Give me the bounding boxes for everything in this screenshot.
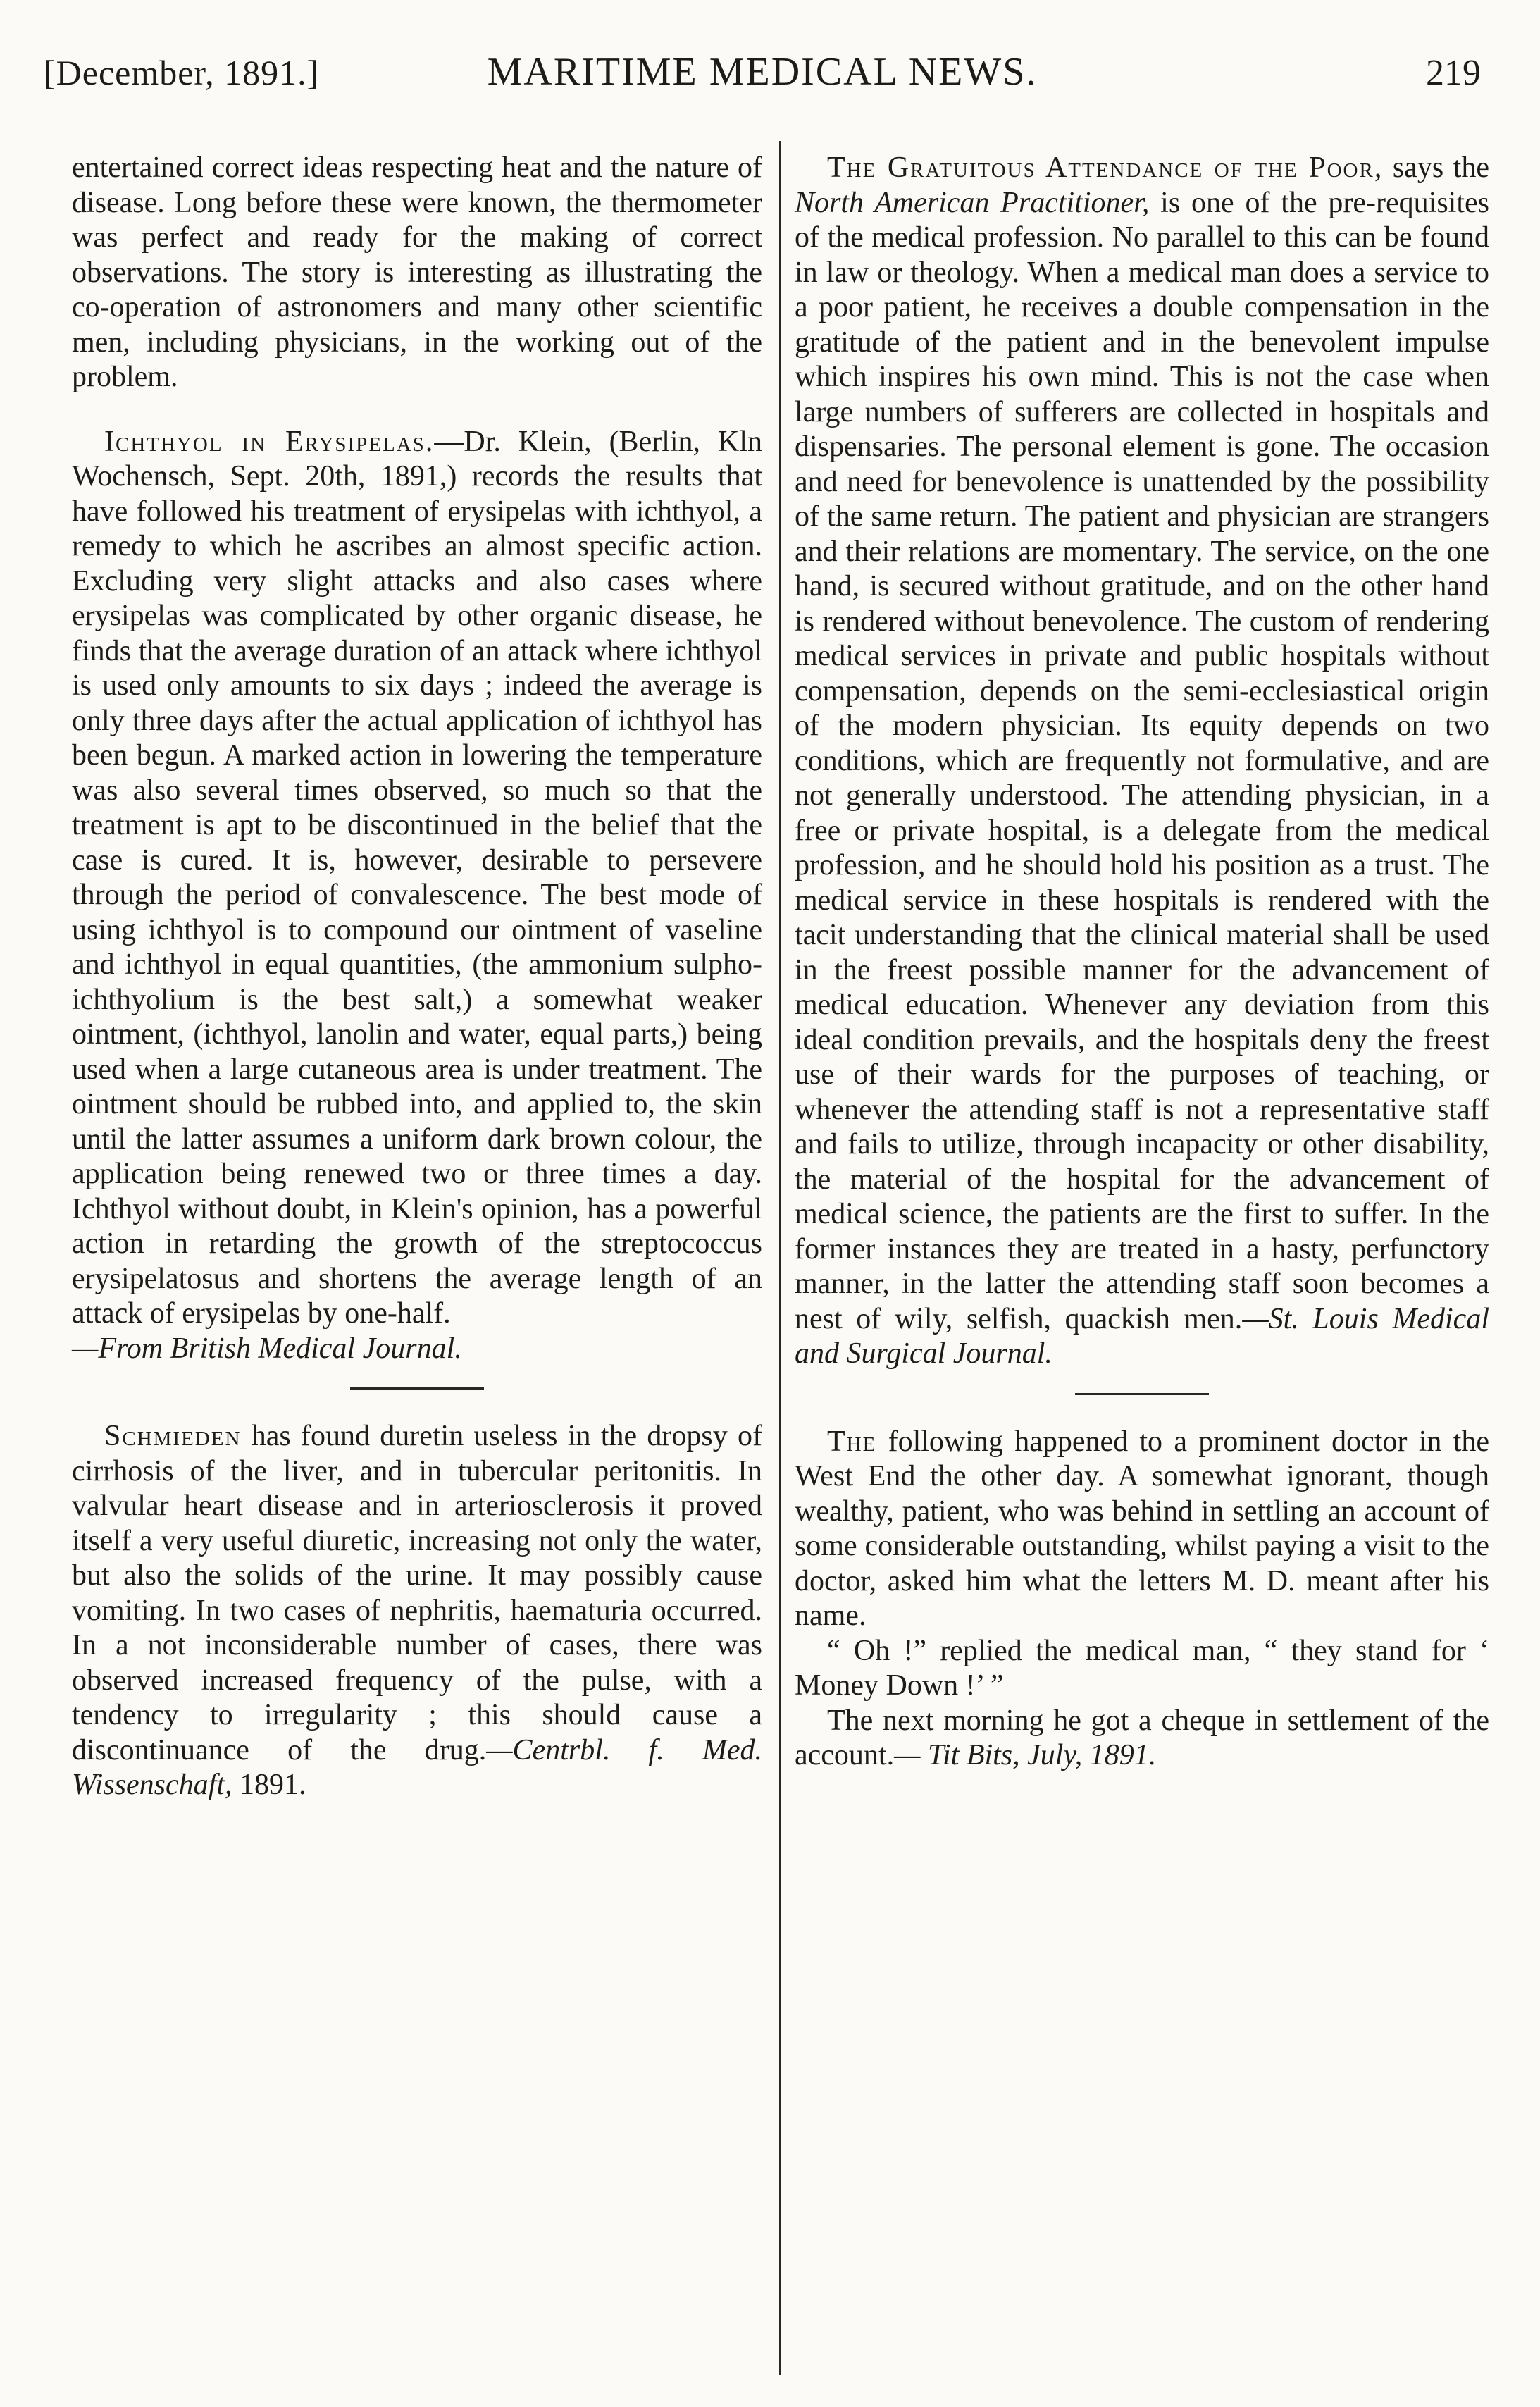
gratuitous-body: is one of the pre-requisites of the medical profession. No parallel to this can be found in law or theology. When a medical man does a service to a poor patient, he receives a double compensation in the gratitude of the patient and in the benevolent impulse which inspires his own mind. This is not the case when large numbers of sufferers are collected in hospitals and dispensaries. The personal element is gone. The occasion and need for benevolence is unattended by the possibility of the same return. The patient and physician are strangers and their relations are momentary. The service, on the one hand, is secured without gratitude, and on the other hand is rendered without benevolence. The custom of rendering medical services in private and public hospitals without compensation, depends on the semi-ecclesiastical origin of the modern physician. Its equity depends on two conditions, which are frequently not formulative, and are not generally understood. The attending physician, in a free or private hospital, is a delegate from the medical profession, and he should hold his position as a trust. The medical service in these hospitals is rendered with the tacit understanding that the clinical material shall be used in the freest possible manner for the advancement of medical education. Whenever any deviation from this ideal condition prevails, and the hospitals deny the freest use of their wards for the purposes of teaching, or whenever the attending staff is not a representative staff and fails to utilize, through incapacity or other disability, the material of the hospital for the advancement of medical science, the patients are the first to suffer. In the former instances they are treated in a hasty, perfunctory manner, in the latter the attending staff soon becomes a nest of wily, selfish, quackish men. [795,186,1489,1335]
schmieden-lead: Schmieden [104,1420,242,1452]
anecdote-source: — Tit Bits, July, 1891. [894,1739,1157,1771]
schmieden-year: 1891. [232,1769,306,1801]
ichthyol-title: Ichthyol in Erysipelas. [104,425,435,458]
schmieden-article [72,1419,762,1803]
gratuitous-title: The Gratuitous Attendance of the Poor, [827,151,1384,184]
left-column [72,151,762,1803]
anecdote-ending-paragraph [795,1704,1489,1774]
schmieden-body: has found duretin useless in the dropsy of cirrhosis of the liver, and in tubercular peritonitis. In valvular heart disease and in arteriosclerosis it proved itself a very useful diuretic, increasing not only the water, but also the solids of the urine. It may possibly cause vomiting. In two cases of nephritis, haematuria occurred. In a not inconsiderable number of cases, there was observed increased frequency of the pulse, with a tendency to irregularity ; this should cause a discontinuance of the drug. [72,1420,762,1766]
anecdote-article [795,1425,1489,1634]
issue-date: [December, 1891.] [44,53,320,92]
ichthyol-source: —From British Medical Journal. [72,1332,462,1365]
gratuitous-source: —St. Louis Medical and Surgical Journal. [795,1302,1489,1370]
schmieden-source: —Centrbl. f. Med. Wissenschaft, [72,1733,763,1801]
gratuitous-publication: North American Practitioner, [795,186,1150,219]
column-divider [779,141,781,2375]
page-number: 219 [1426,53,1481,93]
anecdote-lead: The [827,1425,877,1458]
ichthyol-article [72,425,762,1367]
ichthyol-body: —Dr. Klein, (Berlin, Kln Wochensch, Sept. 20th, 1891,) records the results that have followed his treatment of erysipelas with ichthyol, a remedy to which he ascribes an almost specific action. Excluding very slight attacks and also cases where erysipelas was complicated by other organic disease, he finds that the average duration of an attack where ichthyol is used only amounts to six days ; indeed the average is only three days after the actual application of ichthyol has been begun. A marked action in lowering the temperature was also several times observed, so much so that the treatment is apt to be discontinued in the belief that the case is cured. It is, however, desirable to persevere through the period of convalescence. The best mode of using ichthyol is to compound our ointment of vaseline and ichthyol in equal quantities, (the ammonium sulpho-ichthyolium is the best salt,) a somewhat weaker ointment, (ichthyol, lanolin and water, equal parts,) being used when a large cutaneous area is under treatment. The ointment should be rubbed into, and applied to, the skin until the latter assumes a uniform dark brown colour, the application being renewed two or three times a day. Ichthyol without doubt, in Klein's opinion, has a powerful action in retarding the growth of the streptococcus erysipelatosus and shortens the average length of an attack of erysipelas by one-half. [72,425,763,1330]
continuation-paragraph: entertained correct ideas respecting heat and the nature of disease. Long before these were known, the thermometer was perfect and ready for the making of correct observations. The story is interesting as illustrating the co-operation of astronomers and many other scientific men, including physicians, in the working out of the problem. [72,151,762,393]
right-column [795,151,1489,1774]
gratuitous-intro: says the [1383,151,1489,184]
anecdote-dialogue: “ Oh !” replied the medical man, “ they stand for ‘ Money Down !’ ” [795,1634,1489,1702]
gratuitous-article [795,151,1489,1372]
anecdote-ending: The next morning he got a cheque in settlement of the account. [795,1704,1489,1771]
journal-title: MARITIME MEDICAL NEWS. [487,50,1038,94]
anecdote-body: following happened to a prominent doctor in the West End the other day. A somewhat ignorant, though wealthy, patient, who was behind in settling an account of some considerable outstanding, whilst paying a visit to the doctor, asked him what the letters M. D. meant after his name. [795,1425,1489,1632]
page-header [44,47,1481,110]
